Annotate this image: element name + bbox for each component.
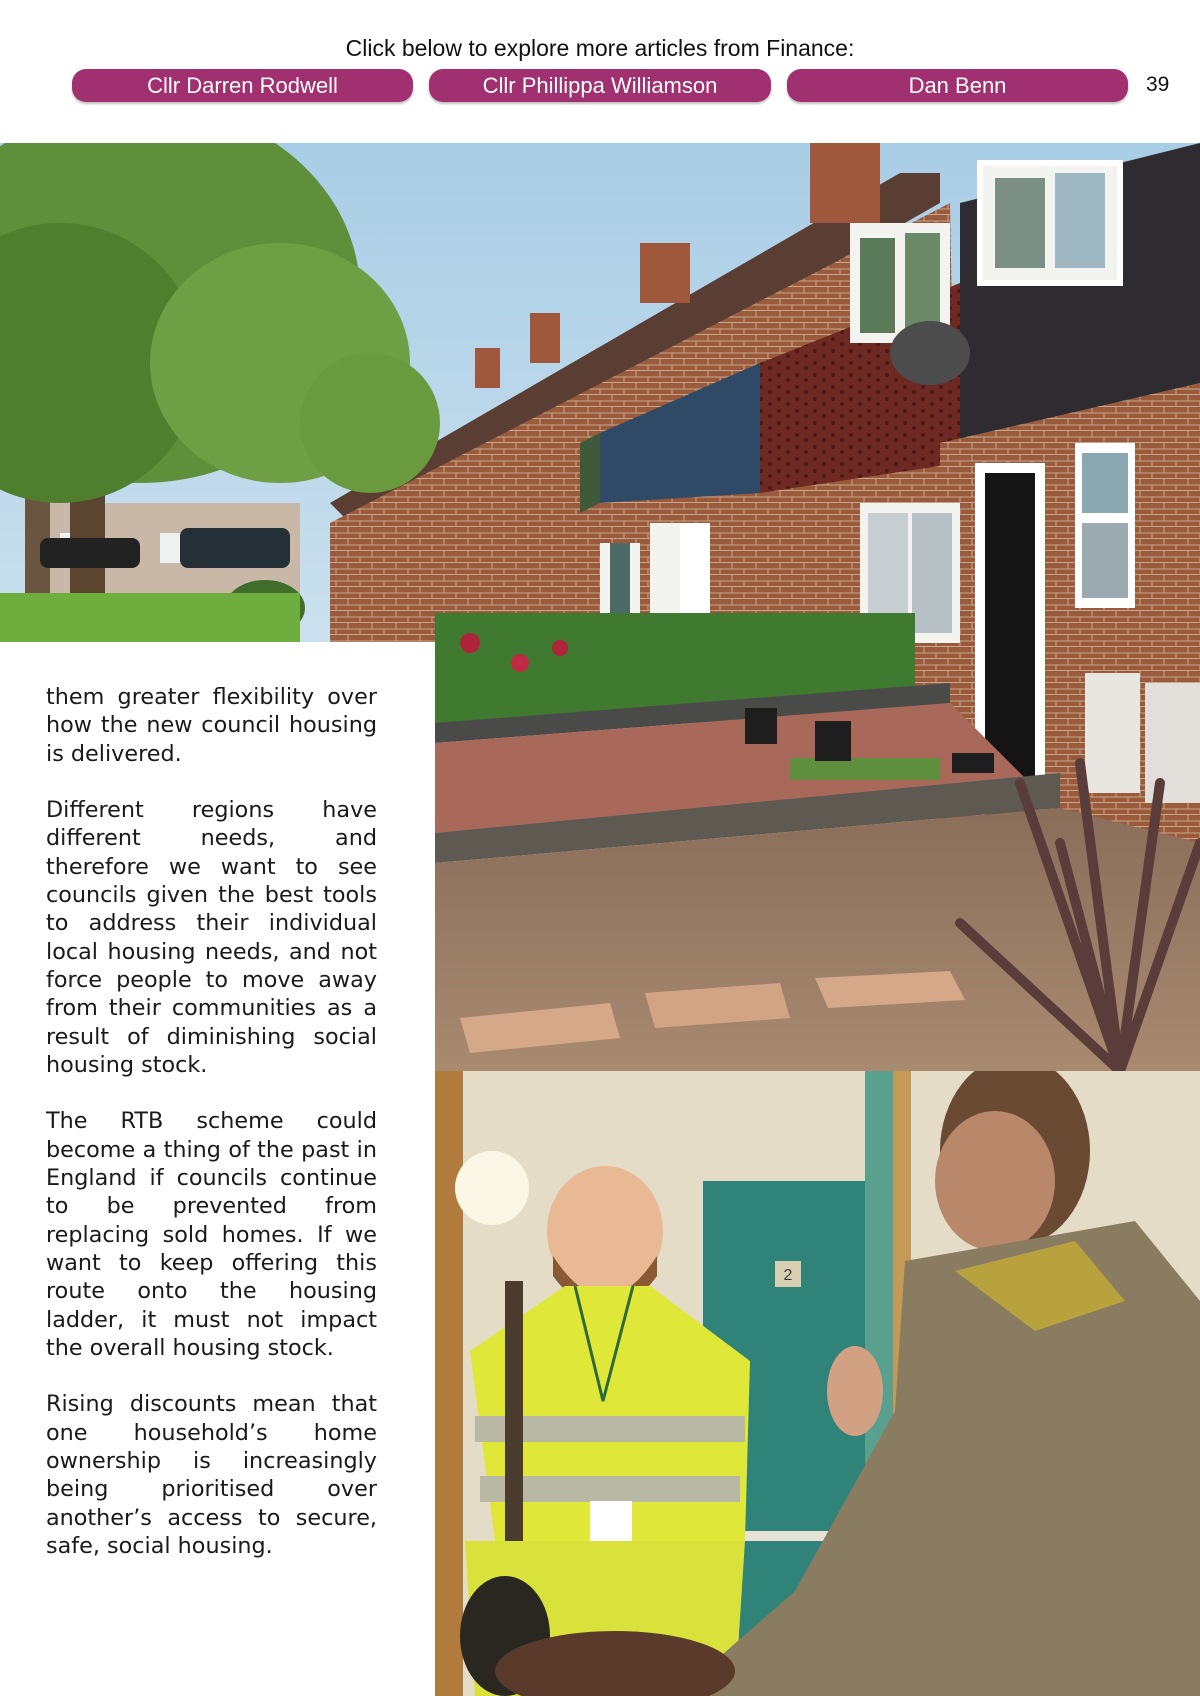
- article-link-dan-benn[interactable]: Dan Benn: [787, 69, 1128, 102]
- paragraph-3: The RTB scheme could become a thing of the past in England if councils continue to be prevented from replacing sold homes. If we want to keep offering this route onto the housing ladder, it must not impact the overall housing stock.: [46, 1108, 377, 1361]
- svg-text:2: 2: [783, 1267, 793, 1284]
- paragraph-2: Different regions have different needs, and therefore we want to see councils given the best tools to address their individual local housing needs, and not force people to move away from their communities as a result of diminishing social housing stock.: [46, 797, 377, 1078]
- article-body: [46, 683, 377, 1589]
- article-nav-intro: Click below to explore more articles from Finance:: [345, 35, 855, 61]
- page-number: 39: [1146, 73, 1170, 96]
- article-link-darren-rodwell[interactable]: Cllr Darren Rodwell: [72, 69, 413, 102]
- paragraph-4: Rising discounts mean that one household’s home ownership is increasingly being prioritised over another’s access to secure, safe, social housing.: [46, 1391, 377, 1559]
- engineer-at-door-photo: [435, 1071, 1200, 1696]
- article-link-phillippa-williamson[interactable]: Cllr Phillippa Williamson: [429, 69, 771, 102]
- paragraph-1: them greater flexibility over how the new council housing is delivered.: [46, 684, 377, 767]
